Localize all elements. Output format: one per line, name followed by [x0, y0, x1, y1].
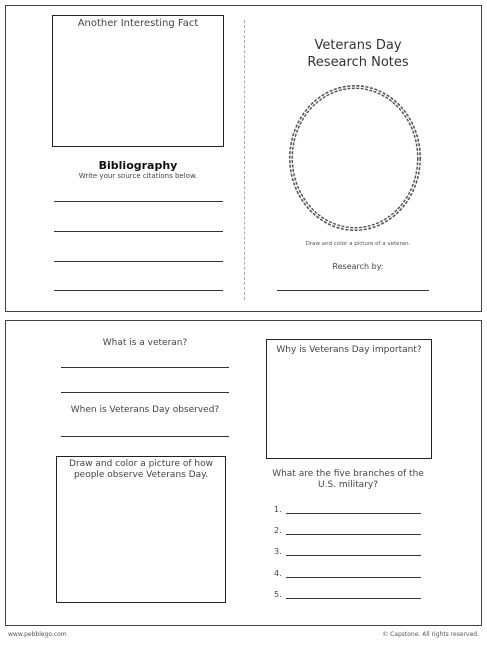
citation-line: [54, 261, 223, 262]
branch-number: 5.: [274, 590, 282, 599]
branch-answer-line: [286, 555, 421, 556]
cover-title-line2: Research Notes: [307, 55, 409, 70]
name-line: [277, 290, 429, 291]
citation-line: [54, 231, 223, 232]
branch-answer-line: [286, 534, 421, 535]
picture-oval-frame: [284, 80, 426, 236]
observe-drawing-prompt-line1: Draw and color a picture of how: [69, 459, 213, 469]
branch-number: 2.: [274, 526, 282, 535]
fact-box: [52, 15, 224, 147]
why-important-box: [266, 339, 432, 459]
question-when-observed: When is Veterans Day observed?: [70, 405, 220, 415]
citation-line: [54, 290, 223, 291]
why-important-question: Why is Veterans Day important?: [276, 345, 422, 355]
citation-line: [54, 201, 223, 202]
fold-line: [244, 20, 245, 300]
answer-line: [61, 436, 229, 437]
research-by-label: Research by:: [332, 262, 384, 271]
branch-answer-line: [286, 513, 421, 514]
branch-number: 1.: [274, 505, 282, 514]
question-what-is-veteran: What is a veteran?: [102, 338, 188, 348]
fact-title: Another Interesting Fact: [77, 18, 199, 29]
branches-question-line2: U.S. military?: [318, 480, 378, 490]
footer-url: www.pebblego.com: [8, 631, 67, 638]
bibliography-title: Bibliography: [98, 159, 178, 172]
branch-number: 3.: [274, 547, 282, 556]
branch-answer-line: [286, 577, 421, 578]
cover-title-line1: Veterans Day: [314, 38, 402, 53]
answer-line: [61, 367, 229, 368]
draw-caption: Draw and color a picture of a veteran.: [305, 241, 411, 247]
bibliography-subtitle: Write your source citations below.: [78, 172, 198, 180]
answer-line: [61, 392, 229, 393]
footer-copyright: © Capstone. All rights reserved.: [382, 631, 479, 638]
branch-answer-line: [286, 598, 421, 599]
observe-drawing-prompt-line2: people observe Veterans Day.: [73, 470, 209, 480]
branches-question-line1: What are the five branches of the: [272, 469, 424, 479]
branch-number: 4.: [274, 569, 282, 578]
